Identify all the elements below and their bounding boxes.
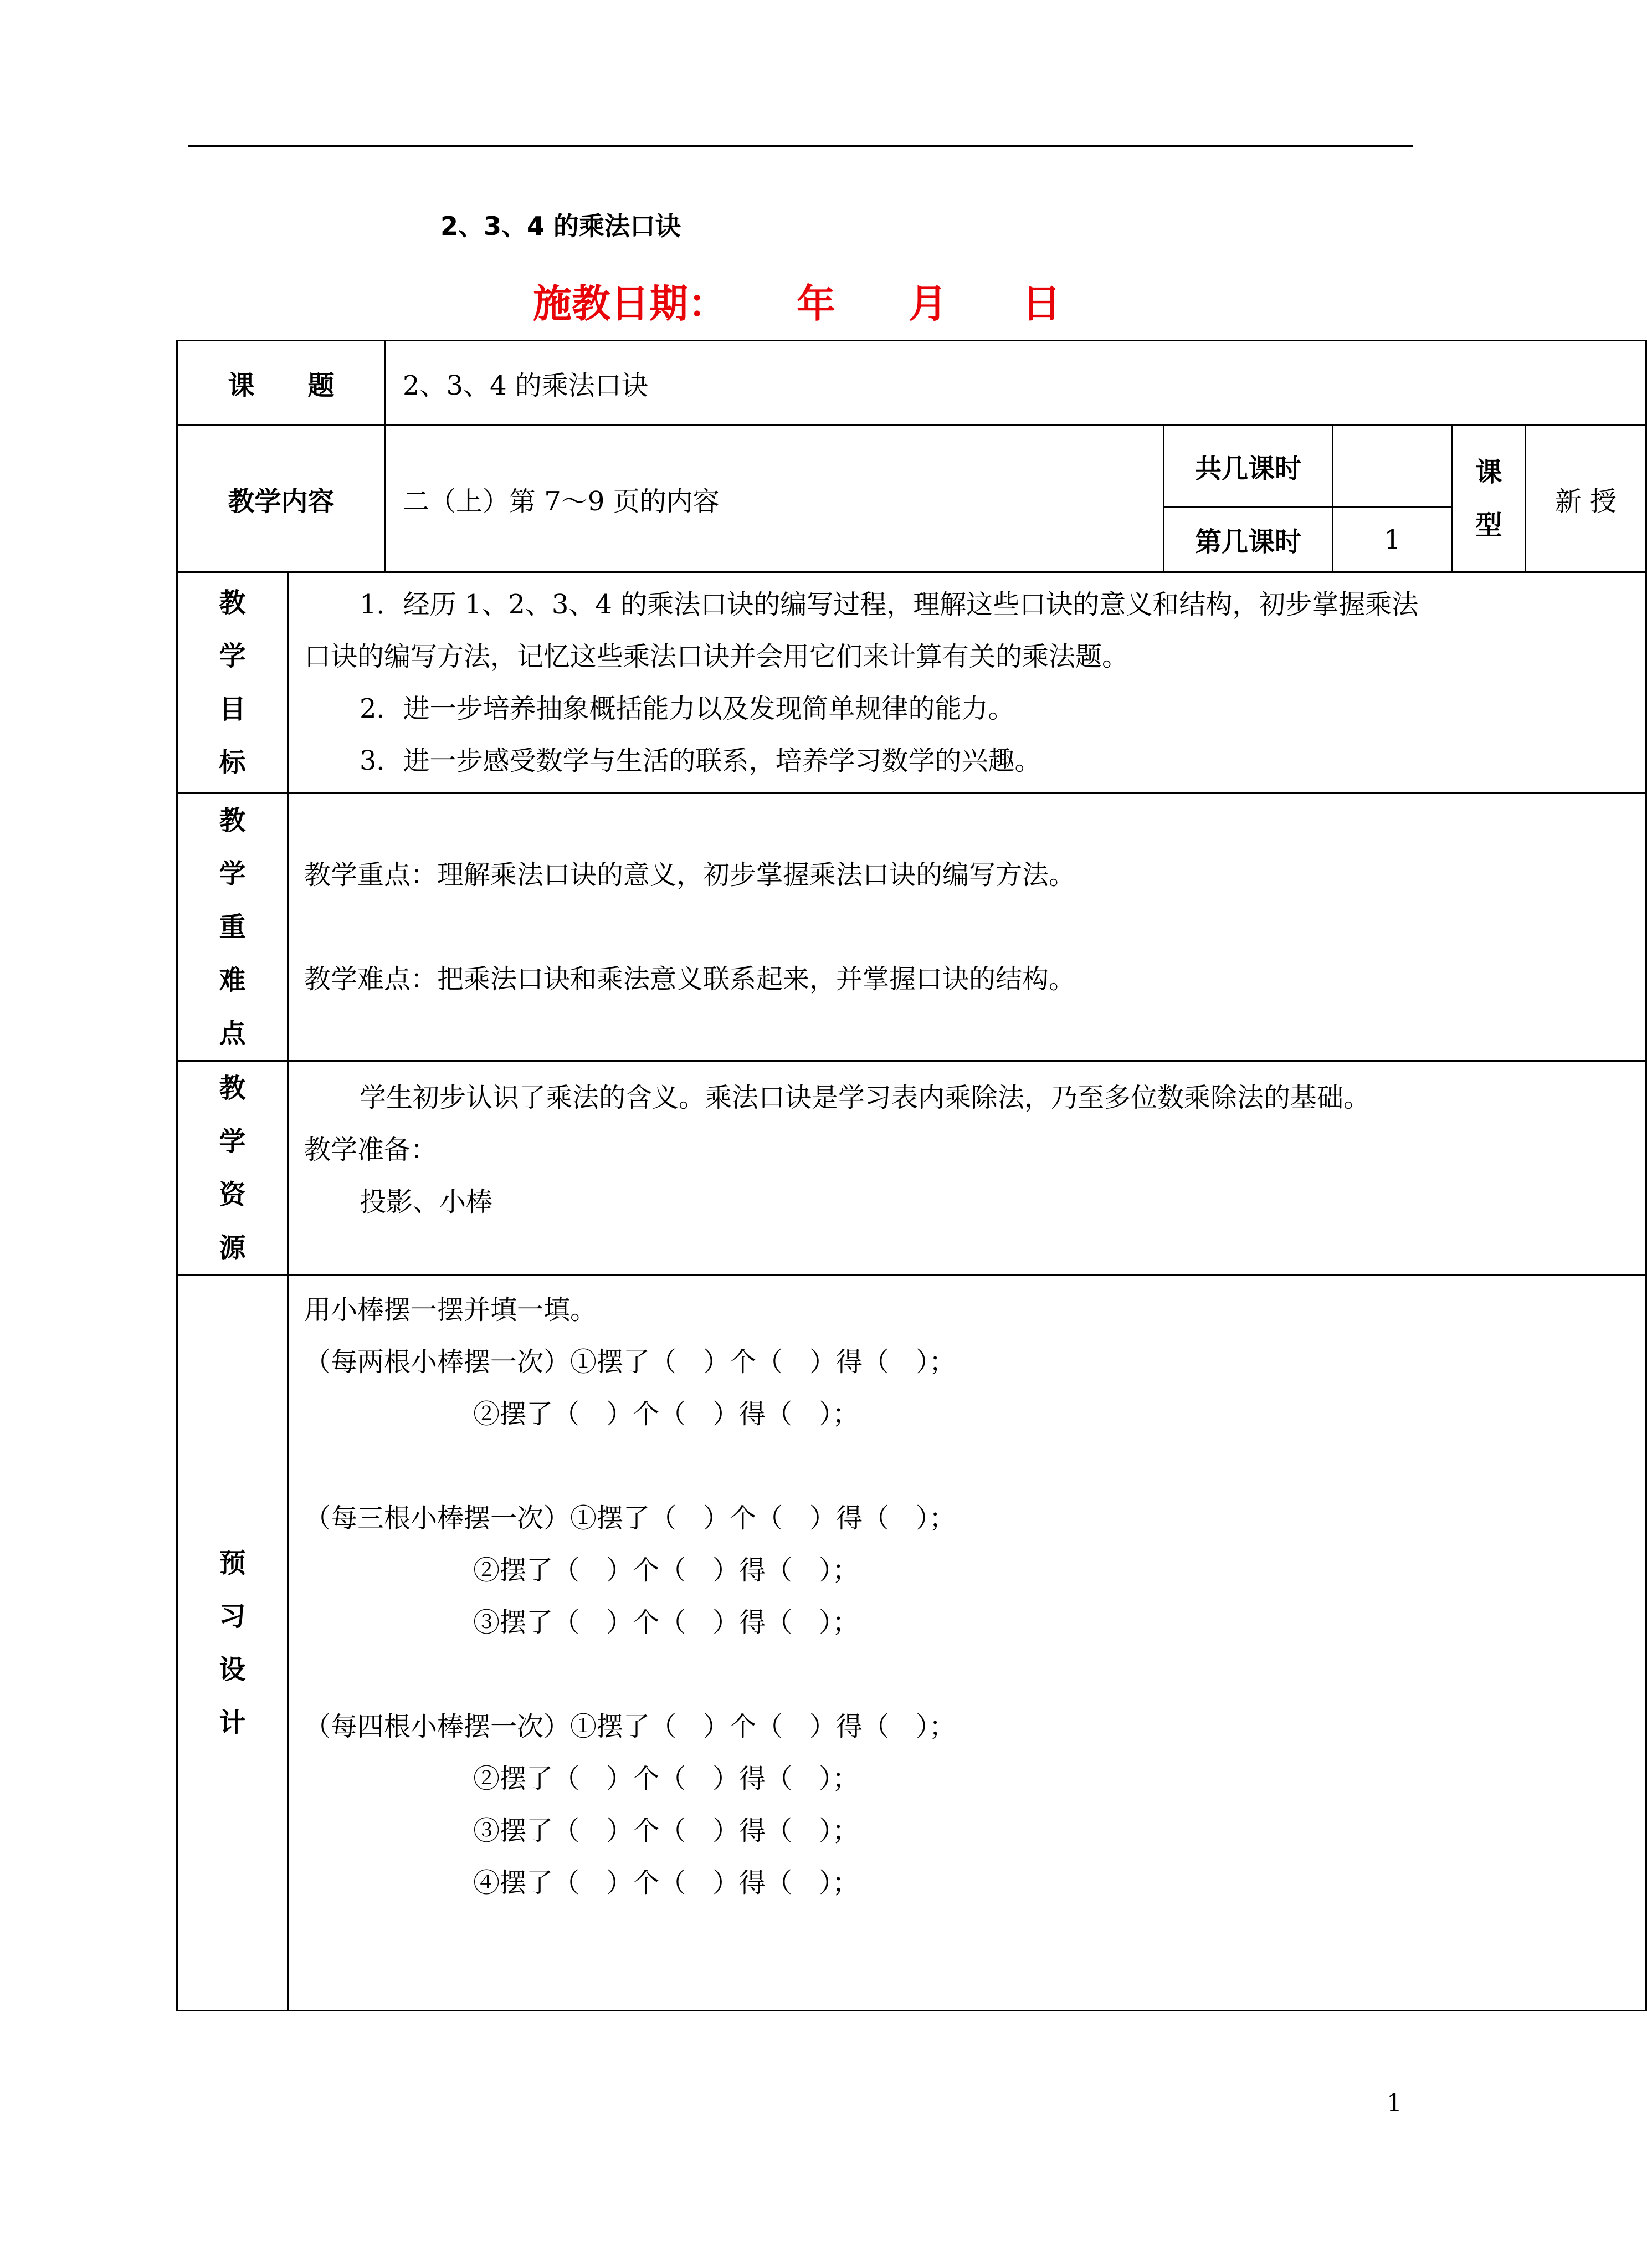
row-goals [177, 572, 1646, 793]
focus-label-char: 难 [219, 965, 246, 996]
resources-prep-label: 教学准备： [304, 1134, 438, 1165]
resources-label [177, 1061, 288, 1276]
preview-line [304, 1440, 1634, 1492]
resources-label-char: 学 [219, 1126, 246, 1157]
document-title: 2、3、4 的乘法口诀 [440, 211, 681, 241]
row-topic [177, 341, 1646, 426]
preview-label-char: 计 [219, 1707, 246, 1738]
total-hours-label: 共几课时 [1164, 426, 1333, 507]
preview-intro: 用小棒摆一摆并填一填。 [304, 1294, 597, 1325]
preview-line: ②摆了（ ）个（ ）得（ ）； [304, 1555, 859, 1586]
goal-item-3: 3．进一步感受数学与生活的联系，培养学习数学的兴趣。 [360, 745, 1041, 776]
row-preview [177, 1276, 1646, 2011]
date-year: 年 [797, 281, 835, 326]
lesson-plan-table [176, 340, 1647, 2011]
resources-description: 学生初步认识了乘法的含义。乘法口诀是学习表内乘除法，乃至多位数乘除法的基础。 [360, 1082, 1371, 1113]
resources-label-char: 源 [219, 1232, 246, 1263]
date-month: 月 [909, 281, 947, 326]
current-hour-label: 第几课时 [1164, 507, 1333, 572]
focus-label-char: 学 [219, 858, 246, 889]
goals-label-char: 教 [219, 587, 246, 618]
lesson-type-label-2: 型 [1475, 510, 1502, 541]
topic-value: 2、3、4 的乘法口诀 [386, 341, 1646, 426]
preview-line: ②摆了（ ）个（ ）得（ ）； [304, 1763, 859, 1794]
key-point: 教学重点：理解乘法口诀的意义，初步掌握乘法口诀的编写方法。 [304, 859, 1076, 890]
focus-text [288, 793, 1646, 1061]
date-day: 日 [1022, 281, 1061, 326]
resources-label-char: 教 [219, 1073, 246, 1104]
preview-line: ③摆了（ ）个（ ）得（ ）； [304, 1815, 859, 1846]
goals-label-char: 目 [219, 694, 246, 725]
preview-label-char: 习 [219, 1601, 246, 1632]
goal-item-1-cont: 口诀的编写方法，记忆这些乘法口诀并会用它们来计算有关的乘法题。 [304, 641, 1129, 672]
preview-label-char: 设 [219, 1654, 246, 1685]
row-content-a [177, 426, 1646, 507]
focus-label-char: 重 [219, 912, 246, 943]
content-value: 二（上）第 7～9 页的内容 [386, 426, 1164, 572]
row-resources [177, 1061, 1646, 1276]
difficult-point: 教学难点：把乘法口诀和乘法意义联系起来，并掌握口诀的结构。 [304, 964, 1076, 995]
page-number: 1 [1387, 2089, 1402, 2117]
topic-label: 课 题 [177, 341, 386, 426]
goals-label-char: 学 [219, 641, 246, 672]
header-rule [188, 145, 1413, 147]
lesson-type-value: 新 授 [1526, 426, 1646, 572]
preview-label [177, 1276, 288, 2011]
resources-label-char: 资 [219, 1179, 246, 1210]
focus-label [177, 793, 288, 1061]
preview-label-char: 预 [219, 1548, 246, 1579]
goals-text [288, 572, 1646, 793]
resources-text [288, 1061, 1646, 1276]
preview-line: （每三根小棒摆一次）①摆了（ ）个（ ）得（ ）； [304, 1503, 956, 1534]
preview-line: ④摆了（ ）个（ ）得（ ）； [304, 1867, 859, 1898]
preview-line [304, 1648, 1634, 1701]
content-label: 教学内容 [177, 426, 386, 572]
goal-item-1: 1．经历 1、2、3、4 的乘法口诀的编写过程，理解这些口诀的意义和结构，初步掌握乘法 [360, 589, 1419, 620]
lesson-type-label [1453, 426, 1526, 572]
current-hour-value: 1 [1333, 507, 1453, 572]
resources-prep-items: 投影、小棒 [360, 1186, 493, 1217]
total-hours-value [1333, 426, 1453, 507]
date-label: 施教日期： [533, 281, 727, 326]
row-focus [177, 793, 1646, 1061]
preview-line: （每两根小棒摆一次）①摆了（ ）个（ ）得（ ）； [304, 1347, 956, 1378]
goal-item-2: 2．进一步培养抽象概括能力以及发现简单规律的能力。 [360, 693, 1015, 724]
lesson-type-label-1: 课 [1475, 457, 1502, 488]
preview-line: ②摆了（ ）个（ ）得（ ）； [304, 1399, 859, 1430]
preview-line: ③摆了（ ）个（ ）得（ ）； [304, 1607, 859, 1638]
goals-label [177, 572, 288, 793]
focus-label-char: 教 [219, 805, 246, 836]
goals-label-char: 标 [219, 747, 246, 778]
preview-line: （每四根小棒摆一次）①摆了（ ）个（ ）得（ ）； [304, 1711, 956, 1742]
focus-label-char: 点 [219, 1018, 246, 1049]
preview-text [288, 1276, 1646, 2011]
